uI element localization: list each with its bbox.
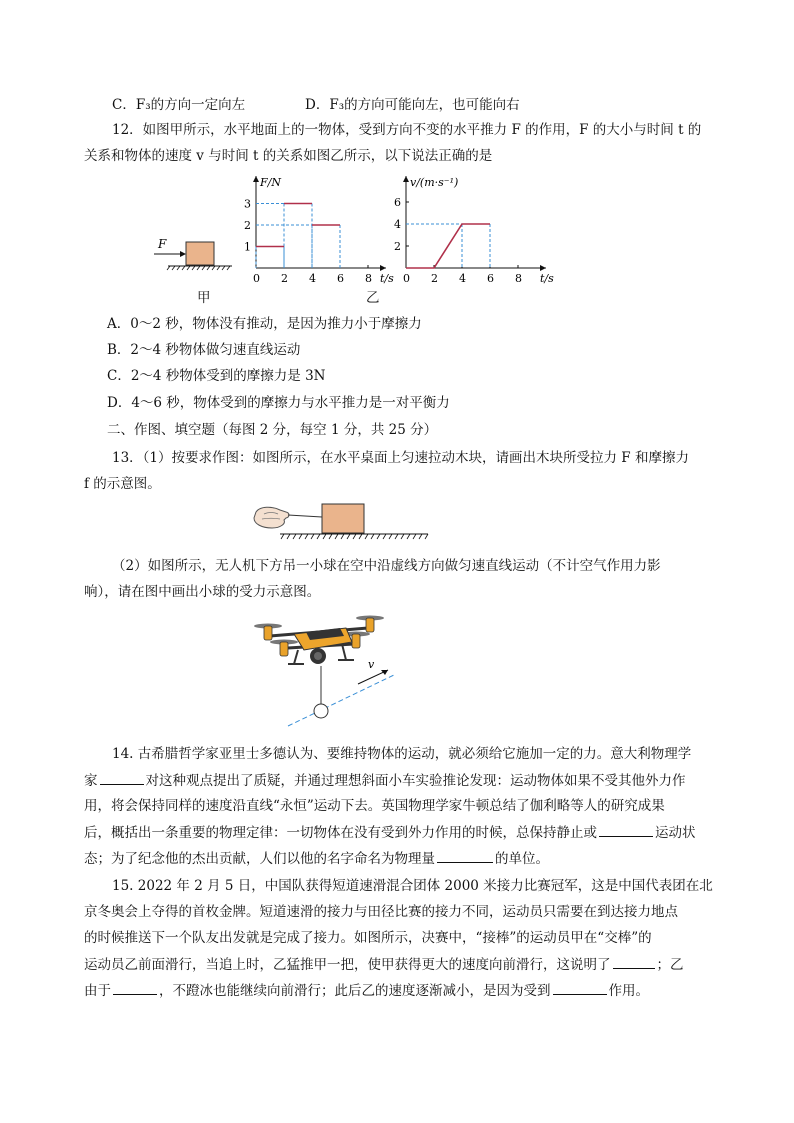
q12-option-a: A．0～2 秒，物体没有推动，是因为推力小于摩擦力 bbox=[107, 316, 422, 332]
y-tick-label: 6 bbox=[394, 196, 401, 209]
drone-icon bbox=[254, 616, 384, 665]
pull-string bbox=[288, 515, 322, 517]
answer-blank-1[interactable] bbox=[100, 770, 144, 785]
table-hatch bbox=[281, 534, 428, 539]
graph1-group bbox=[244, 176, 394, 285]
ball bbox=[314, 704, 328, 718]
q15-line5: 由于 ，不蹬冰也能继续向前滑行；此后乙的速度逐渐减小，是因为受到 作用。 bbox=[84, 980, 649, 1001]
q14-line4: 后，概括出一条重要的物理定律：一切物体在没有受到外力作用的时候，总保持静止或 运动状 bbox=[84, 822, 696, 843]
x-tick-label: 0 bbox=[253, 272, 260, 285]
y-axis-arrow bbox=[403, 176, 409, 182]
force-label: F bbox=[158, 237, 167, 251]
answer-blank-2[interactable] bbox=[599, 822, 653, 837]
q14-line1: 14. 古希腊哲学家亚里士多德认为、要维持物体的运动，就必须给它施加一定的力。意大利物理学 bbox=[112, 746, 692, 762]
q12-option-d: D．4～6 秒，物体受到的摩擦力与水平推力是一对平衡力 bbox=[107, 395, 450, 411]
q15-line3: 的时候推送下一个队友出发就是完成了接力。如图所示，决赛中，“接棒”的运动员甲在“交棒”的 bbox=[84, 930, 652, 946]
y-axis-label: F/N bbox=[260, 176, 281, 189]
graph-force-time bbox=[232, 170, 392, 285]
block bbox=[186, 242, 214, 265]
x-tick-label: 8 bbox=[515, 272, 522, 285]
q12-stem-line1: 12．如图甲所示，水平地面上的一物体，受到方向不变的水平推力 F 的作用，F 的大小与时间 t 的 bbox=[112, 122, 702, 138]
ground-hatch bbox=[167, 266, 230, 270]
x-tick-label: 4 bbox=[309, 272, 316, 285]
y-tick-label: 2 bbox=[244, 219, 251, 232]
option-d: D．F₃的方向可能向左，也可能向右 bbox=[305, 97, 520, 113]
q13-part2-line1: （2）如图所示，无人机下方吊一小球在空中沿虚线方向做匀速直线运动（不计空气作用力影 bbox=[112, 558, 661, 574]
q13-part2-line2: 响），请在图中画出小球的受力示意图。 bbox=[84, 584, 321, 600]
q15-line2: 京冬奥会上夺得的首枚金牌。短道速滑的接力与田径比赛的接力不同，运动员只需要在到达接力地点 bbox=[84, 904, 678, 920]
q13-part1-line2: f 的示意图。 bbox=[84, 476, 161, 492]
x-axis-arrow bbox=[380, 265, 386, 271]
q14-line3: 用，将会保持同样的速度沿直线“永恒”运动下去。英国物理学家牛顿总结了伽利略等人的研究成果 bbox=[84, 798, 665, 814]
graph-velocity-time bbox=[390, 170, 560, 285]
section-heading: 二、作图、填空题（每图 2 分，每空 1 分，共 25 分） bbox=[107, 422, 438, 438]
y-tick-label: 2 bbox=[394, 240, 401, 253]
x-tick-label: 2 bbox=[431, 272, 438, 285]
x-axis-label: t/s bbox=[540, 272, 554, 285]
y-tick-label: 3 bbox=[244, 197, 251, 211]
fig-label-jia: 甲 bbox=[197, 290, 211, 306]
q15-line4: 运动员乙前面滑行，当追上时，乙猛推甲一把，使甲获得更大的速度向前滑行，这说明了 ；乙 bbox=[84, 954, 684, 975]
data-series-0 bbox=[406, 224, 490, 268]
y-axis-label: v/(m·s⁻¹) bbox=[410, 176, 459, 189]
x-axis-arrow bbox=[540, 265, 546, 271]
q13-part1-line1: 13．（1）按要求作图：如图所示，在水平桌面上匀速拉动木块，请画出木块所受拉力 F 和摩擦力 bbox=[112, 450, 689, 466]
figure-jia bbox=[150, 236, 240, 276]
q14-line2: 家 对这种观点提出了质疑，并通过理想斜面小车实验推论发现：运动物体如果不受其他外力作 bbox=[84, 770, 686, 791]
y-axis-arrow bbox=[253, 176, 259, 182]
q15-line1: 15. 2022 年 2 月 5 日，中国队获得短道速滑混合团体 2000 米接力比赛冠军，这是中国代表团在北 bbox=[112, 878, 713, 894]
fig-label-yi: 乙 bbox=[366, 290, 380, 306]
figure-drone bbox=[248, 604, 398, 734]
answer-blank-4[interactable] bbox=[613, 954, 655, 969]
option-c: C．F₃的方向一定向左 bbox=[112, 97, 246, 113]
y-tick-label: 1 bbox=[244, 240, 251, 254]
wood-block bbox=[322, 504, 364, 533]
velocity-label: v bbox=[368, 658, 375, 671]
q12-option-c: C．2～4 秒物体受到的摩擦力是 3N bbox=[107, 368, 326, 384]
q12-stem-line2: 关系和物体的速度 v 与时间 t 的关系如图乙所示，以下说法正确的是 bbox=[84, 148, 493, 164]
x-tick-label: 6 bbox=[337, 272, 344, 285]
x-tick-label: 6 bbox=[487, 272, 494, 285]
x-axis-label: t/s bbox=[380, 272, 394, 285]
hand-icon bbox=[254, 507, 289, 528]
motion-path bbox=[288, 674, 396, 726]
force-arrowhead bbox=[180, 251, 186, 257]
y-tick-label: 4 bbox=[394, 218, 401, 231]
q14-line5: 态；为了纪念他的杰出贡献，人们以他的名字命名为物理量 的单位。 bbox=[84, 848, 549, 869]
x-tick-label: 8 bbox=[365, 272, 372, 285]
q12-option-b: B．2～4 秒物体做匀速直线运动 bbox=[107, 342, 301, 358]
answer-blank-5[interactable] bbox=[113, 980, 157, 995]
x-tick-label: 0 bbox=[403, 272, 410, 285]
x-tick-label: 4 bbox=[459, 272, 466, 285]
answer-blank-6[interactable] bbox=[553, 980, 607, 995]
graph2-group bbox=[394, 176, 554, 285]
figure-hand-block bbox=[250, 498, 430, 546]
answer-blank-3[interactable] bbox=[437, 848, 493, 863]
x-tick-label: 2 bbox=[281, 272, 288, 285]
